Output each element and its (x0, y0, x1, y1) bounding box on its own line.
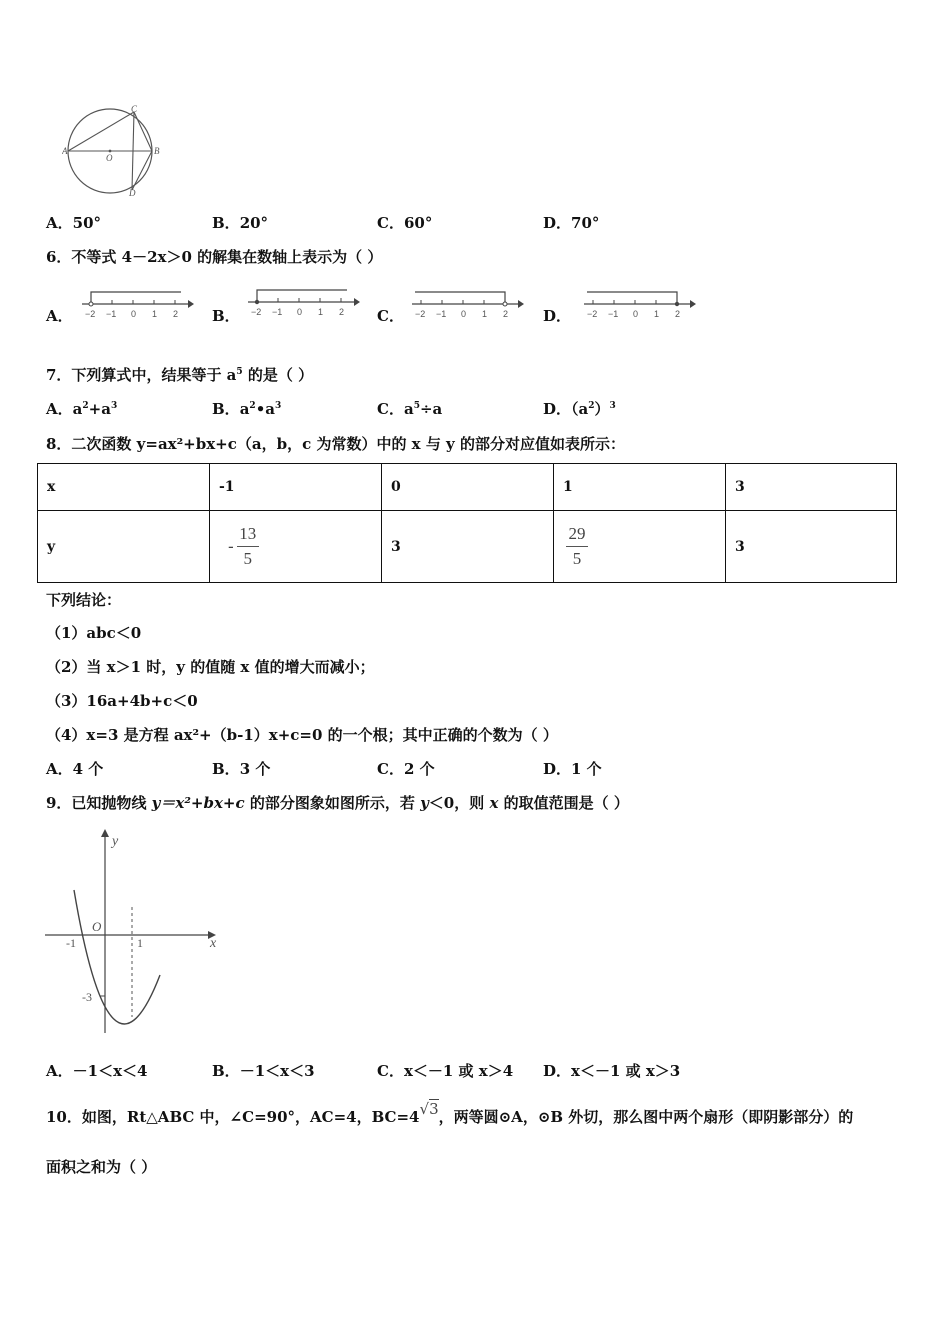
q9-label-m1: -1 (66, 936, 76, 950)
q8-conclusion-title: 下列结论： (46, 591, 122, 609)
q5-label-a: A (62, 146, 68, 156)
q9-option-c[interactable]: C．x＜－1 或 x＞4 (377, 1062, 514, 1080)
q9-label-m3: -3 (82, 990, 92, 1004)
q5-label-o: O (106, 153, 113, 163)
q6b-tick-2: 0 (297, 307, 303, 317)
q8-option-a[interactable]: A．4 个 (46, 760, 104, 778)
table-cell: 1 (554, 464, 726, 511)
q6c-tick-0: −2 (415, 309, 426, 319)
q10-stem-line2: 面积之和为（ ） (46, 1158, 157, 1176)
q7-option-d[interactable]: D．$(a^2)^3$ (543, 400, 616, 418)
q9-label-1: 1 (137, 936, 143, 950)
q9-option-b[interactable]: B．－1＜x＜3 (212, 1062, 315, 1080)
table-cell (210, 511, 382, 583)
q7-stem: 7．下列算式中，结果等于 $a^5$ 的是（ ） (46, 366, 314, 384)
q7-option-a[interactable]: A．$a^2+a^3$ (46, 400, 118, 418)
q9-option-a[interactable]: A．－1＜x＜4 (46, 1062, 148, 1080)
sqrt-expression: √3 (419, 1100, 439, 1118)
table-cell (554, 511, 726, 583)
q6d-tick-3: 1 (654, 309, 660, 319)
q5-option-a[interactable]: A．50° (46, 214, 102, 232)
q5-label-b: B (154, 146, 160, 156)
q8-stem: 8．二次函数 y=ax²+bx+c（a，b，c 为常数）中的 x 与 y 的部分对应值如表所示： (46, 435, 625, 453)
q6d-tick-4: 2 (675, 309, 681, 319)
q5-label-d: D (129, 188, 136, 196)
q9-label-x: x (210, 936, 217, 951)
fraction: $\frac{29}{5}$ (566, 524, 588, 569)
q6d-tick-2: 0 (633, 309, 639, 319)
q8-item-3: （3）16a+4b+c＜0 (46, 692, 198, 710)
table-row (38, 464, 897, 511)
q8-item-4: （4）x=3 是方程 ax²+（b-1）x+c=0 的一个根；其中正确的个数为（ ） (46, 726, 558, 744)
table-cell: x (38, 464, 210, 511)
q8-item-2: （2）当 x＞1 时，y 的值随 x 值的增大而减小； (46, 658, 375, 676)
q6-numberline-b (246, 284, 361, 320)
q6c-tick-4: 2 (503, 309, 509, 319)
q6-option-b[interactable]: B． (212, 307, 240, 325)
q6-numberline-d (582, 286, 697, 322)
q10-stem-line1: 10．如图，Rt△ABC 中，∠C=90°，AC=4，BC=4√3，两等圆⊙A，⊙B 外切，那么图中两个扇形（即阴影部分）的 (46, 1100, 854, 1126)
q6c-tick-2: 0 (461, 309, 467, 319)
q6b-tick-3: 1 (318, 307, 324, 317)
q9-option-d[interactable]: D．x＜－1 或 x＞3 (543, 1062, 681, 1080)
q6b-tick-4: 2 (339, 307, 345, 317)
q6d-tick-0: −2 (587, 309, 598, 319)
q6a-tick-0: −2 (85, 309, 96, 319)
q6a-tick-3: 1 (152, 309, 158, 319)
q5-option-c[interactable]: C．60° (377, 214, 433, 232)
q6-option-a[interactable]: A． (46, 307, 73, 325)
q8-option-c[interactable]: C．2 个 (377, 760, 435, 778)
q6b-tick-0: −2 (251, 307, 262, 317)
q9-label-y: y (112, 834, 119, 849)
table-cell: 3 (726, 511, 897, 583)
q6c-tick-1: −1 (436, 309, 447, 319)
table-cell: 3 (726, 464, 897, 511)
q6c-tick-3: 1 (482, 309, 488, 319)
q6-stem: 6．不等式 4－2x＞0 的解集在数轴上表示为（ ） (46, 248, 383, 266)
q5-option-b[interactable]: B．20° (212, 214, 269, 232)
q6a-tick-2: 0 (131, 309, 137, 319)
q5-circle-figure (62, 104, 166, 196)
q8-value-table (37, 463, 897, 583)
q7-option-c[interactable]: C．$a^5\div a$ (377, 400, 443, 418)
table-row (38, 511, 897, 583)
q6a-tick-4: 2 (173, 309, 179, 319)
q6b-tick-1: −1 (272, 307, 283, 317)
table-cell: 0 (382, 464, 554, 511)
fraction: $\frac{13}{5}$ (237, 524, 259, 569)
q8-option-b[interactable]: B．3 个 (212, 760, 271, 778)
frac-sign: - (228, 536, 234, 557)
table-cell: 3 (382, 511, 554, 583)
q9-parabola-graph (40, 825, 225, 1037)
q9-label-o: O (92, 919, 102, 934)
q6-numberline-a (80, 286, 195, 322)
q7-option-b[interactable]: B．$a^2•a^3$ (212, 400, 282, 418)
q6-option-d[interactable]: D． (543, 307, 572, 325)
q8-option-d[interactable]: D．1 个 (543, 760, 602, 778)
table-cell: -1 (210, 464, 382, 511)
table-cell: y (38, 511, 210, 583)
q6d-tick-1: −1 (608, 309, 619, 319)
q5-option-d[interactable]: D．70° (543, 214, 600, 232)
q9-stem: 9．已知抛物线 y＝x²+bx+c 的部分图象如图所示，若 y＜0，则 x 的取值范围是（ ） (46, 794, 629, 812)
q6-numberline-c (410, 286, 525, 322)
q5-label-c: C (131, 104, 138, 114)
q8-item-1: （1）abc＜0 (46, 624, 142, 642)
q6a-tick-1: −1 (106, 309, 117, 319)
q6-option-c[interactable]: C． (377, 307, 404, 325)
